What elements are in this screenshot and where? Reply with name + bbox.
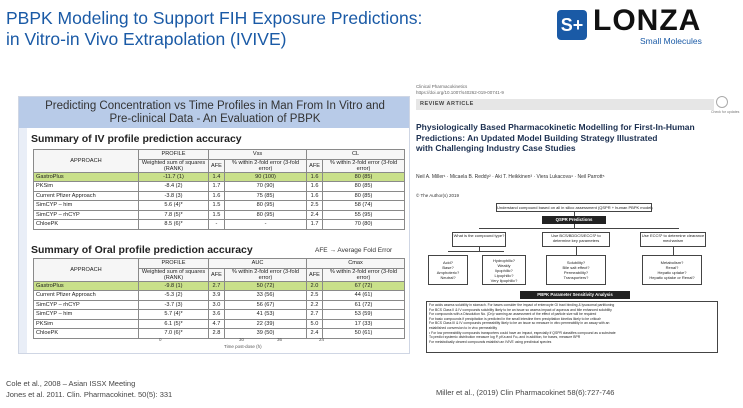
table-cell: 22 (39) <box>224 319 306 329</box>
flow-note-0: For acids assess solubility in stomach. For bases consider the impact of enterocyte GI tract binding & lysosomal partitioning <box>429 303 615 307</box>
table-cell: -11.7 (1) <box>139 172 209 182</box>
table-cell: -9.8 (1) <box>139 281 209 291</box>
table-cell: GastroPlus <box>34 281 139 291</box>
oral-summary-table <box>33 258 405 339</box>
flow-note-6: • For low permeability compounds transporters could have an impact, especially if QSPR classifies compound as a substrate <box>429 330 616 335</box>
iv-header-afe2: AFE <box>307 159 323 172</box>
table-cell: 1.6 <box>307 191 323 201</box>
slide-side-strip <box>19 128 27 354</box>
flow-connector <box>448 251 504 252</box>
table-cell: 1.6 <box>307 172 323 182</box>
flow-a2-4: Very lipophilic? <box>490 278 518 283</box>
lonza-logo-subtitle: Small Molecules <box>640 36 702 46</box>
oral-header-within1: % within 2-fold error (3-fold error) <box>224 268 306 281</box>
table-cell: 7.0 (6)* <box>139 329 209 339</box>
page-title-line1: PBPK Modeling to Support FIH Exposure Predictions: <box>6 8 423 28</box>
table-cell: ChloePK <box>34 329 139 339</box>
oral-header-afe1: AFE <box>209 268 225 281</box>
article-title <box>416 122 726 154</box>
table-row <box>34 329 405 339</box>
table-cell: 90 (100) <box>224 172 306 182</box>
iv-header-within2: % within 2-fold error (3-fold error) <box>323 159 405 172</box>
oral-header-wss: Weighted sum of squares (RANK) <box>139 268 209 281</box>
axis-tick-0: 0 <box>159 337 162 342</box>
evaluation-slide <box>18 96 410 354</box>
flow-note-4: For BCS Class III & IV compounds permeability likely to be an issue so measure in vitro permeability in an assay with an <box>429 321 610 326</box>
table-cell: 2.4 <box>307 329 323 339</box>
left-citation-line2: Jones et al. 2011. Clin. Pharmacokinet. 50(5): 331 <box>6 390 173 399</box>
table-cell: - <box>209 220 225 230</box>
iv-header-within1: % within 2-fold error (3-fold error) <box>224 159 306 172</box>
flow-q1-text: What is the compound type? <box>453 233 505 238</box>
iv-header-vss: Vss <box>209 150 307 160</box>
table-cell: 1.7 <box>307 220 323 230</box>
table-cell: 2.5 <box>307 291 323 301</box>
table-cell: 1.6 <box>209 191 225 201</box>
iv-header-profile: PROFILE <box>139 150 209 160</box>
flow-a2-1: Weakly <box>497 263 511 268</box>
lonza-logo-word: LONZA <box>593 4 702 37</box>
table-cell: PKSim <box>34 182 139 192</box>
flow-a3-0: Solubility? <box>566 260 586 265</box>
oral-header-cmax: Cmax <box>307 259 405 269</box>
oral-header-profile: PROFILE <box>139 259 209 269</box>
table-cell: 3.0 <box>209 300 225 310</box>
table-row <box>34 291 405 301</box>
flow-a3-1: Bile salt effect? <box>562 265 590 270</box>
page-title-line2: in Vitro-in Vivo Extrapolation (IVIVE) <box>6 29 287 49</box>
afe-definition-note: AFE → Average Fold Error <box>315 247 393 254</box>
flow-note-8: For metabolically cleared compounds establish an IVIVE using preclinical species <box>429 339 552 344</box>
table-cell: 1.7 <box>209 182 225 192</box>
flow-connector <box>479 228 679 229</box>
flow-note-5: established conversion to in vivo permeability <box>429 325 498 330</box>
article-doi[interactable]: https://doi.org/10.1007/s40262-019-00741-9 <box>416 90 504 95</box>
table-row <box>34 172 405 182</box>
flow-a2-0: Hydrophilic? <box>492 258 515 263</box>
axis-tick-3: 24 <box>319 337 325 342</box>
flow-connector <box>574 224 575 228</box>
article-title-line3: with Challenging Industry Case Studies <box>416 143 576 153</box>
table-cell: 33 (56) <box>224 291 306 301</box>
flow-a4-box <box>642 255 702 285</box>
table-cell: 80 (95) <box>224 210 306 220</box>
table-cell: 56 (67) <box>224 300 306 310</box>
table-cell: 1.4 <box>209 172 225 182</box>
table-cell: 80 (95) <box>224 201 306 211</box>
table-cell: -3.8 (3) <box>139 191 209 201</box>
lonza-logo-mark: S+ <box>557 10 587 40</box>
review-article-label: REVIEW ARTICLE <box>420 101 474 107</box>
table-cell: -3.7 (3) <box>139 300 209 310</box>
oral-header-approach: APPROACH <box>34 259 139 282</box>
table-cell: 70 (90) <box>224 182 306 192</box>
flow-a4-3: Hepatic uptake or Renal? <box>649 275 695 280</box>
flow-note-7: To predict systemic distribution measure log P, pKa and Fuₚ and in addition, for bases, measure BPR <box>429 335 581 340</box>
table-row <box>34 300 405 310</box>
table-row <box>34 191 405 201</box>
flow-q2-text: Use BCS/BDDCS/ECCS¹ to determine key parameters <box>551 233 601 243</box>
check-for-updates-icon[interactable] <box>716 96 728 108</box>
flow-a3-3: Transporters? <box>563 275 589 280</box>
table-cell: 5.0 <box>307 319 323 329</box>
oral-header-afe2: AFE <box>307 268 323 281</box>
flow-a3-2: Permeability? <box>563 270 589 275</box>
left-citation-line1: Cole et al., 2008 – Asian ISSX Meeting <box>6 379 136 388</box>
table-cell: 44 (61) <box>322 291 404 301</box>
flow-a1-box <box>428 255 468 285</box>
table-row <box>34 210 405 220</box>
iv-header-approach: APPROACH <box>34 150 139 173</box>
article-copyright: © The Author(s) 2019 <box>416 193 460 198</box>
table-row <box>34 319 405 329</box>
axis-tick-2: 36 <box>277 337 283 342</box>
right-citation: Miller et al., (2019) Clin Pharmacokinet 58(6):727-746 <box>436 388 615 397</box>
flow-note-2: For compounds with a Dissolution No. (Dn)² warning an assessment of the effect of particle size will be required <box>429 312 597 317</box>
flow-a4-0: Metabolism? <box>660 260 684 265</box>
table-cell: 70 (80) <box>323 220 405 230</box>
table-cell: 1.5 <box>209 210 225 220</box>
iv-summary-title: Summary of IV profile prediction accuracy <box>31 133 242 145</box>
table-cell: GastroPlus <box>34 172 139 182</box>
table-cell: 6.1 (5)* <box>139 319 209 329</box>
flow-a3-box <box>546 255 606 285</box>
journal-name: Clinical Pharmacokinetics <box>416 84 468 89</box>
table-cell: - <box>224 220 306 230</box>
flow-a2-3: Lipophilic? <box>494 273 514 278</box>
table-cell: 2.0 <box>307 281 323 291</box>
table-cell: SimCYP – rhCYP <box>34 300 139 310</box>
table-cell: SimCYP – him <box>34 310 139 320</box>
table-cell: SimCYP – him <box>34 201 139 211</box>
table-cell: 4.7 <box>209 319 225 329</box>
table-cell: 41 (53) <box>224 310 306 320</box>
table-cell: 39 (50) <box>224 329 306 339</box>
table-cell: 80 (85) <box>323 191 405 201</box>
table-cell: 2.5 <box>307 201 323 211</box>
iv-header-afe1: AFE <box>209 159 225 172</box>
page-title <box>6 8 526 50</box>
table-cell: SimCYP – rhCYP <box>34 210 139 220</box>
flow-a2-box <box>482 255 526 285</box>
table-cell: ChloePK <box>34 220 139 230</box>
table-cell: 80 (85) <box>323 182 405 192</box>
table-row <box>34 220 405 230</box>
table-cell: Current Pfizer Approach <box>34 191 139 201</box>
iv-header-cl: CL <box>307 150 405 160</box>
check-for-updates-label[interactable]: Check for updates <box>711 110 740 114</box>
slide-header-text <box>19 100 410 126</box>
flow-top-text: Understand compound based on all in silico assessment (QSPR + human PBPK model) <box>497 205 653 210</box>
flow-notes <box>429 303 616 344</box>
table-cell: 1.5 <box>209 201 225 211</box>
axis-label: Time post-dose (h) <box>224 344 262 349</box>
flow-a4-2: Hepatic uptake? <box>657 270 687 275</box>
oral-header-auc: AUC <box>209 259 307 269</box>
slide-header-line2: Pre-clinical Data - An Evaluation of PBPK <box>109 113 321 125</box>
flow-q2-box <box>542 232 610 247</box>
flow-connector <box>576 247 577 255</box>
table-cell: 53 (59) <box>322 310 404 320</box>
table-cell: PKSim <box>34 319 139 329</box>
table-row <box>34 201 405 211</box>
table-cell: -8.4 (2) <box>139 182 209 192</box>
flow-sensitivity-bar: PBPK Parameter Sensitivity Analysis <box>520 291 630 299</box>
table-cell: 2.8 <box>209 329 225 339</box>
iv-header-wss: Weighted sum of squares (RANK) <box>139 159 209 172</box>
flow-note-3: For basic compounds if precipitation is predicted in the small intestine then precipitation kinetics likely to be critical³ <box>429 316 601 321</box>
table-cell: 67 (72) <box>322 281 404 291</box>
table-cell: 50 (61) <box>322 329 404 339</box>
iv-summary-table <box>33 149 405 230</box>
table-cell: 58 (74) <box>323 201 405 211</box>
table-cell: -5.3 (2) <box>139 291 209 301</box>
table-cell: 75 (85) <box>224 191 306 201</box>
table-cell: 5.6 (4)* <box>139 201 209 211</box>
oral-summary-title: Summary of Oral profile prediction accuracy <box>31 244 253 256</box>
table-cell: 61 (72) <box>322 300 404 310</box>
flow-a1-0: Acid? <box>442 260 453 265</box>
table-cell: 2.7 <box>307 310 323 320</box>
table-cell: 8.5 (6)* <box>139 220 209 230</box>
flow-a1-2: Amphoteric? <box>436 270 460 275</box>
table-row <box>34 310 405 320</box>
model-building-flowchart <box>424 203 720 353</box>
flow-connector <box>673 247 674 255</box>
table-cell: 17 (33) <box>322 319 404 329</box>
table-cell: 7.8 (5)* <box>139 210 209 220</box>
flow-q3-box <box>640 232 706 247</box>
flow-q3-text: Use ECCS¹ to determine clearance mechanism <box>641 233 705 243</box>
table-cell: 80 (85) <box>323 172 405 182</box>
table-cell: 1.6 <box>307 182 323 192</box>
flow-note-1: For BCS Class II & IV compounds solubility likely to be an issue so assess impact of aqueous and bile enhanced solubility <box>429 307 612 312</box>
flow-top-box <box>496 203 652 212</box>
flow-a1-1: Base? <box>442 265 454 270</box>
slide-header-line1: Predicting Concentration vs Time Profiles in Man From In Vitro and <box>45 100 385 112</box>
table-cell: 2.7 <box>209 281 225 291</box>
table-row <box>34 182 405 192</box>
table-cell: 2.4 <box>307 210 323 220</box>
flow-a1-3: Neutral? <box>440 275 456 280</box>
table-cell: 2.2 <box>307 300 323 310</box>
table-cell: 3.9 <box>209 291 225 301</box>
table-cell: 5.7 (4)* <box>139 310 209 320</box>
table-row <box>34 281 405 291</box>
table-cell: 50 (72) <box>224 281 306 291</box>
table-cell: 55 (95) <box>323 210 405 220</box>
flow-qspr-bar: QSPR Predictions <box>542 216 606 224</box>
table-cell: Current Pfizer Approach <box>34 291 139 301</box>
article-authors: Neil A. Miller¹ · Micaela B. Reddy² · Aki T. Heikkinen³ · Viera Lukacova⁴ · Neil Parrott⁵ <box>416 174 605 180</box>
article-title-line1: Physiologically Based Pharmacokinetic Modelling for First-In-Human <box>416 122 695 132</box>
table-cell: 3.6 <box>209 310 225 320</box>
article-title-line2: Predictions: An Updated Model Building Strategy Illustrated <box>416 132 658 143</box>
axis-tick-1: 30 <box>239 337 245 342</box>
flow-a2-2: lipophilic? <box>495 268 513 273</box>
flow-a4-1: Renal? <box>665 265 679 270</box>
flow-q1-box <box>452 232 506 247</box>
oral-header-within2: % within 2-fold error (3-fold error) <box>322 268 404 281</box>
